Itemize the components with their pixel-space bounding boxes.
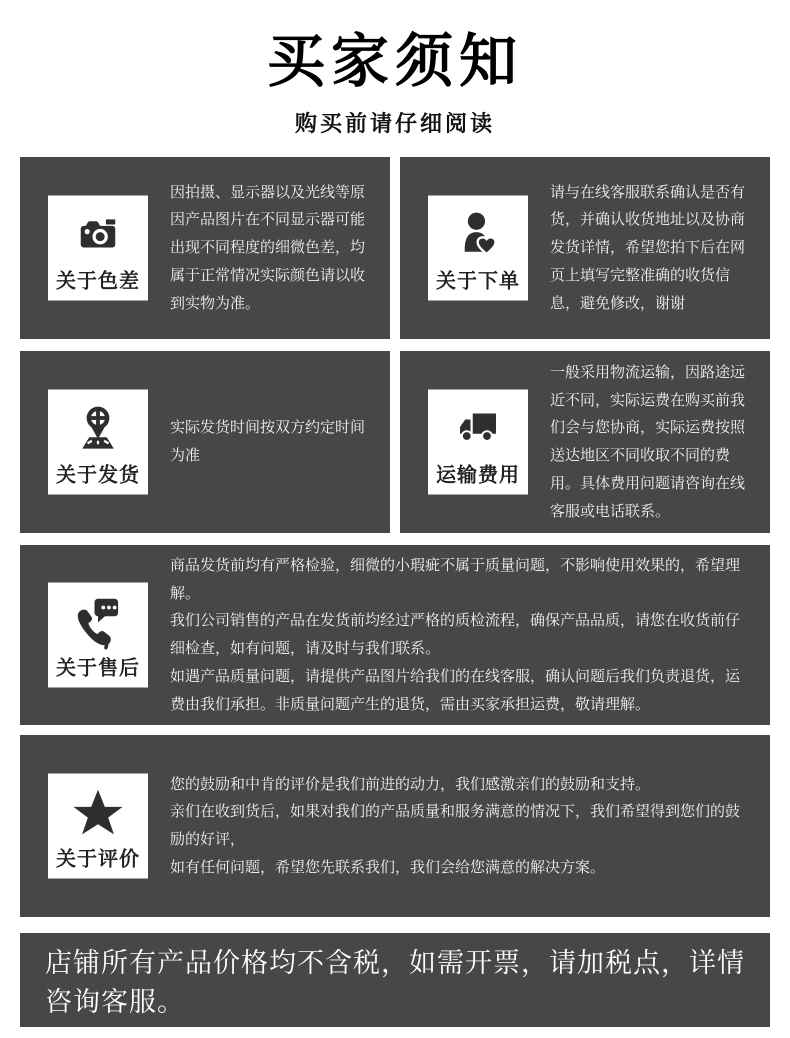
- panel-text: [550, 359, 770, 526]
- panel-reviews: [20, 735, 770, 917]
- panel-color-difference: [20, 157, 390, 339]
- panel-paragraph: 请与在线客服联系确认是否有货，并确认收货地址以及协商发货详情，希望您拍下后在网页上填写完整准确的收货信息，避免修改，谢谢: [550, 182, 746, 312]
- panel-label: 关于发货: [56, 462, 140, 487]
- panel-text: [170, 552, 770, 719]
- header: [0, 0, 790, 157]
- shipping-icon-card: [48, 390, 148, 495]
- user-heart-icon: [428, 202, 528, 267]
- panel-text: [550, 179, 770, 318]
- panel-paragraph: 实际发货时间按双方约定时间为准: [170, 418, 366, 464]
- panel-label: 运输费用: [436, 462, 520, 487]
- map-pin-icon: [48, 396, 148, 461]
- panel-row-2: [20, 351, 770, 533]
- footer-text: 店铺所有产品价格均不含税，如需开票，请加税点，详情咨询客服。: [45, 948, 745, 1018]
- ordering-icon-card: [428, 196, 528, 301]
- truck-icon: [428, 396, 528, 461]
- panel-text: [170, 179, 390, 318]
- panel-paragraph: 一般采用物流运输，因路途远近不同，实际运费在购买前我们会与您协商，实际运费按照送达地区不同收取不同的费用。具体费用问题请咨询在线客服或电话联系。: [550, 362, 746, 520]
- after-sales-icon-card: [48, 583, 148, 688]
- panel-label: 关于售后: [56, 655, 140, 680]
- panel-paragraph: 我们公司销售的产品在发货前均经过严格的质检流程，确保产品品质，请您在收货前仔细检查，如有问题，请及时与我们联系。: [170, 611, 741, 657]
- star-icon: [48, 780, 148, 845]
- footer-tax-notice: [20, 933, 770, 1027]
- panel-label: 关于色差: [56, 268, 140, 293]
- panel-paragraph: 您的鼓励和中肯的评价是我们前进的动力，我们感激亲们的鼓励和支持。: [170, 774, 651, 793]
- page-title: 买家须知: [266, 27, 523, 95]
- panel-row-1: [20, 157, 770, 339]
- panel-paragraph: 如有任何问题，希望您先联系我们，我们会给您满意的解决方案。: [170, 857, 606, 876]
- panel-grid: [0, 157, 790, 917]
- panel-paragraph: 亲们在收到货后，如果对我们的产品质量和服务满意的情况下，我们希望得到您们的鼓励的好评，: [170, 802, 741, 848]
- panel-label: 关于下单: [436, 268, 520, 293]
- panel-after-sales: [20, 545, 770, 725]
- panel-text: [170, 414, 390, 470]
- panel-shipping: [20, 351, 390, 533]
- page-subtitle: 购买前请仔细阅读: [294, 112, 495, 138]
- panel-paragraph: 因拍摄、显示器以及光线等原因产品图片在不同显示器可能出现不同程度的细微色差，均属于正常情况实际颜色请以收到实物为准。: [170, 182, 366, 312]
- reviews-icon-card: [48, 774, 148, 879]
- panel-label: 关于评价: [56, 846, 140, 871]
- panel-ordering: [400, 157, 770, 339]
- panel-paragraph: 如遇产品质量问题，请提供产品图片给我们的在线客服，确认问题后我们负责退货，运费由我们承担。非质量问题产生的退货，需由买家承担运费，敬请理解。: [170, 666, 741, 713]
- panel-freight: [400, 351, 770, 533]
- camera-icon: [48, 202, 148, 267]
- phone-chat-icon: [48, 589, 148, 654]
- color-difference-icon-card: [48, 196, 148, 301]
- freight-icon-card: [428, 390, 528, 495]
- panel-paragraph: 商品发货前均有严格检验，细微的小瑕疵不属于质量问题，不影响使用效果的，希望理解。: [170, 555, 741, 602]
- panel-text: [170, 771, 770, 882]
